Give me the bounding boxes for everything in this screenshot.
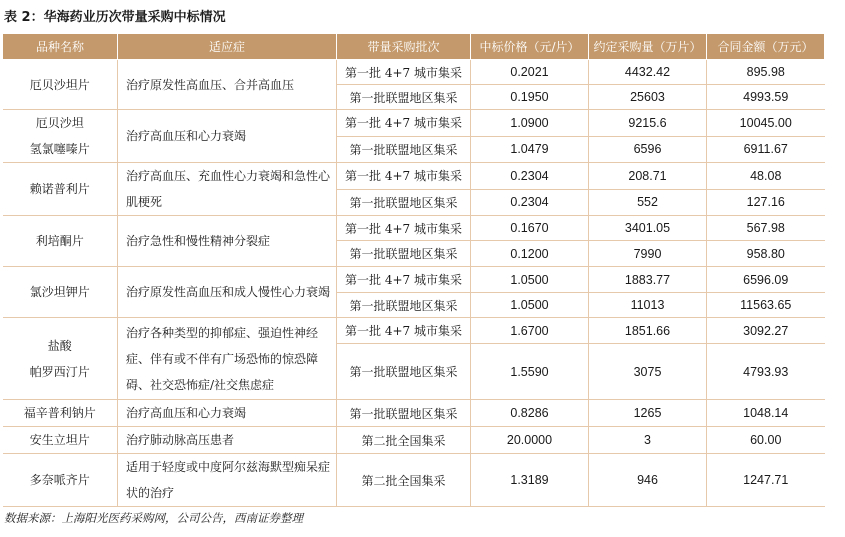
batch-cell: 第一批 4+7 城市集采: [337, 216, 471, 241]
price-cell: 20.0000: [471, 427, 589, 454]
price-cell: 0.2304: [471, 163, 589, 190]
indication-cell: 治疗急性和慢性精神分裂症: [118, 216, 337, 267]
volume-cell: 1265: [589, 400, 707, 427]
batch-cell: 第一批联盟地区集采: [337, 241, 471, 267]
amount-cell: 60.00: [707, 427, 825, 454]
volume-cell: 9215.6: [589, 110, 707, 137]
table-row: [3, 427, 825, 454]
volume-cell: 1883.77: [589, 267, 707, 293]
indication-cell: 治疗原发性高血压、合并高血压: [118, 60, 337, 110]
table-row: [3, 110, 825, 137]
indication-cell: 治疗高血压和心力衰竭: [118, 400, 337, 427]
amount-cell: 4993.59: [707, 85, 825, 110]
product-name-cell: 安生立坦片: [3, 427, 118, 454]
header-price: 中标价格（元/片）: [471, 34, 589, 60]
price-cell: 1.5590: [471, 344, 589, 400]
batch-cell: 第一批联盟地区集采: [337, 189, 471, 216]
amount-cell: 10045.00: [707, 110, 825, 137]
table-row: [3, 318, 825, 344]
volume-cell: 7990: [589, 241, 707, 267]
product-name-cell: 利培酮片: [3, 216, 118, 267]
source-note: 数据来源：上海阳光医药采购网，公司公告，西南证券整理: [4, 511, 303, 525]
price-cell: 0.2021: [471, 60, 589, 85]
amount-cell: 567.98: [707, 216, 825, 241]
batch-cell: 第二批全国集采: [337, 454, 471, 507]
amount-cell: 1048.14: [707, 400, 825, 427]
volume-cell: 946: [589, 454, 707, 507]
product-name-cell: 福辛普利钠片: [3, 400, 118, 427]
indication-cell: 治疗高血压、充血性心力衰竭和急性心肌梗死: [118, 163, 337, 216]
amount-cell: 127.16: [707, 189, 825, 216]
volume-cell: 3075: [589, 344, 707, 400]
price-cell: 0.8286: [471, 400, 589, 427]
indication-cell: 治疗原发性高血压和成人慢性心力衰竭: [118, 267, 337, 318]
batch-cell: 第一批 4+7 城市集采: [337, 267, 471, 293]
table-title: 表 2：华海药业历次带量采购中标情况: [4, 10, 226, 25]
header-product-name: 品种名称: [3, 34, 118, 60]
batch-cell: 第一批 4+7 城市集采: [337, 163, 471, 190]
indication-cell: 治疗高血压和心力衰竭: [118, 110, 337, 163]
table-row: [3, 60, 825, 85]
volume-cell: 208.71: [589, 163, 707, 190]
header-amount: 合同金额（万元）: [707, 34, 825, 60]
table-row: [3, 454, 825, 507]
amount-cell: 6911.67: [707, 136, 825, 163]
amount-cell: 4793.93: [707, 344, 825, 400]
indication-cell: 适用于轻度或中度阿尔兹海默型痴呆症状的治疗: [118, 454, 337, 507]
product-name-cell: 赖诺普利片: [3, 163, 118, 216]
batch-cell: 第一批联盟地区集采: [337, 400, 471, 427]
volume-cell: 3401.05: [589, 216, 707, 241]
volume-cell: 552: [589, 189, 707, 216]
amount-cell: 1247.71: [707, 454, 825, 507]
amount-cell: 895.98: [707, 60, 825, 85]
volume-cell: 4432.42: [589, 60, 707, 85]
price-cell: 0.1200: [471, 241, 589, 267]
product-name-cell: 厄贝沙坦片: [3, 60, 118, 110]
batch-cell: 第一批联盟地区集采: [337, 293, 471, 318]
procurement-table: [2, 33, 825, 507]
product-name-cell: 厄贝沙坦 氢氯噻嗪片: [3, 110, 118, 163]
batch-cell: 第一批 4+7 城市集采: [337, 110, 471, 137]
amount-cell: 3092.27: [707, 318, 825, 344]
price-cell: 1.0479: [471, 136, 589, 163]
batch-cell: 第一批 4+7 城市集采: [337, 318, 471, 344]
price-cell: 0.1950: [471, 85, 589, 110]
volume-cell: 6596: [589, 136, 707, 163]
volume-cell: 1851.66: [589, 318, 707, 344]
indication-cell: 治疗肺动脉高压患者: [118, 427, 337, 454]
batch-cell: 第一批 4+7 城市集采: [337, 60, 471, 85]
header-indication: 适应症: [118, 34, 337, 60]
price-cell: 0.2304: [471, 189, 589, 216]
amount-cell: 6596.09: [707, 267, 825, 293]
batch-cell: 第一批联盟地区集采: [337, 136, 471, 163]
price-cell: 1.0900: [471, 110, 589, 137]
volume-cell: 3: [589, 427, 707, 454]
product-name-cell: 盐酸 帕罗西汀片: [3, 318, 118, 400]
header-row: [3, 34, 825, 60]
volume-cell: 11013: [589, 293, 707, 318]
product-name-cell: 氯沙坦钾片: [3, 267, 118, 318]
table-row: [3, 267, 825, 293]
table-row: [3, 216, 825, 241]
table-row: [3, 400, 825, 427]
amount-cell: 11563.65: [707, 293, 825, 318]
header-batch: 带量采购批次: [337, 34, 471, 60]
table-row: [3, 163, 825, 190]
batch-cell: 第一批联盟地区集采: [337, 344, 471, 400]
price-cell: 1.0500: [471, 267, 589, 293]
amount-cell: 48.08: [707, 163, 825, 190]
price-cell: 0.1670: [471, 216, 589, 241]
volume-cell: 25603: [589, 85, 707, 110]
product-name-cell: 多奈哌齐片: [3, 454, 118, 507]
price-cell: 1.6700: [471, 318, 589, 344]
price-cell: 1.3189: [471, 454, 589, 507]
batch-cell: 第二批全国集采: [337, 427, 471, 454]
amount-cell: 958.80: [707, 241, 825, 267]
price-cell: 1.0500: [471, 293, 589, 318]
header-volume: 约定采购量（万片）: [589, 34, 707, 60]
indication-cell: 治疗各种类型的抑郁症、强迫性神经症、伴有或不伴有广场恐怖的惊恐障碍、社交恐怖症/社交焦虑症: [118, 318, 337, 400]
batch-cell: 第一批联盟地区集采: [337, 85, 471, 110]
